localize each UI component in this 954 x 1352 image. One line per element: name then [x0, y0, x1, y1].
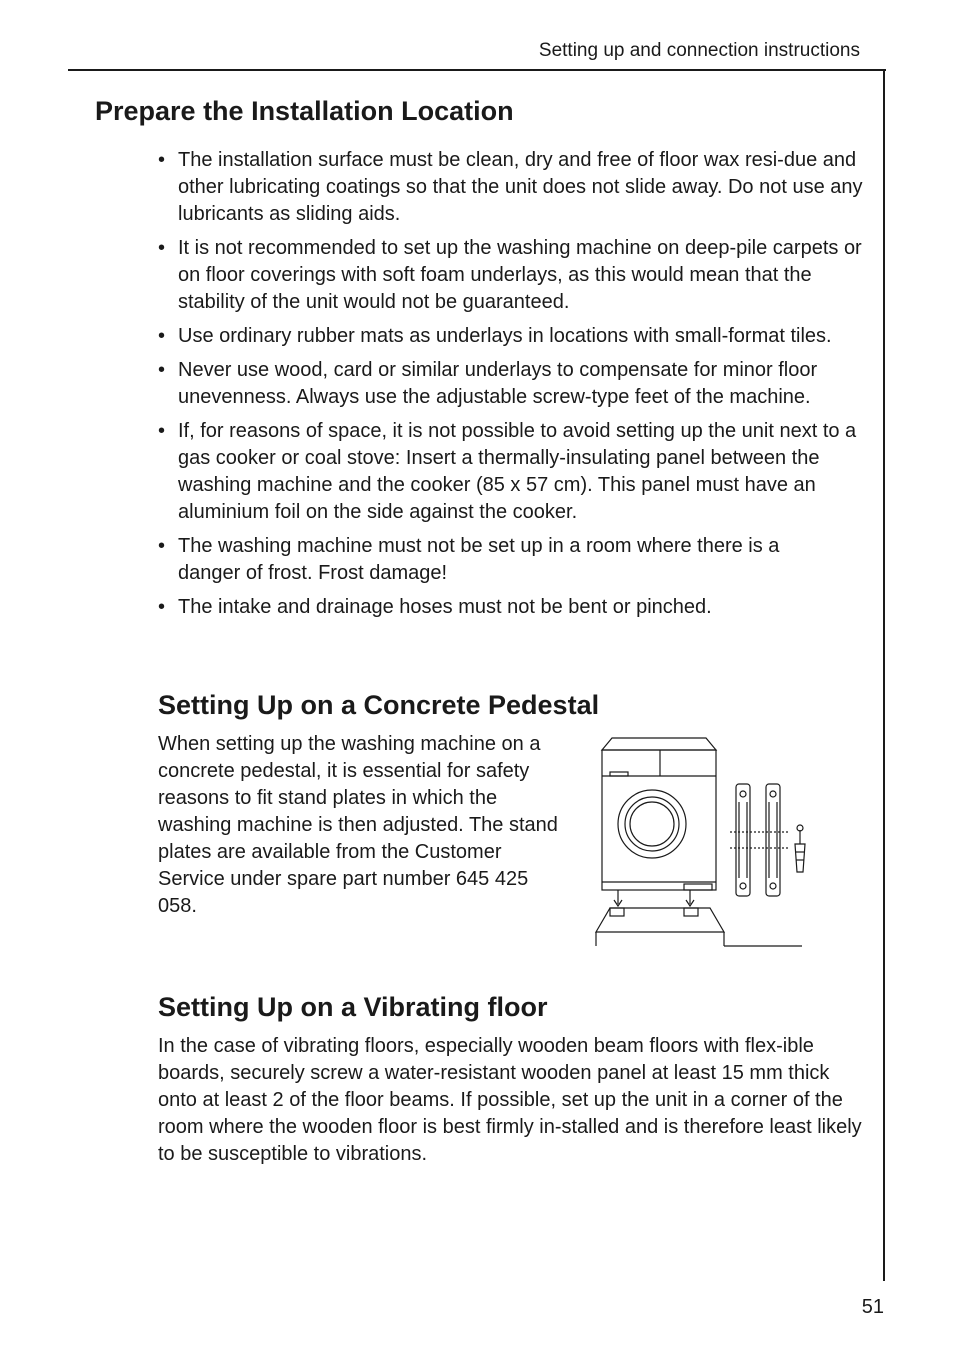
door-icon	[618, 790, 686, 858]
machine-body	[602, 750, 716, 890]
machine-top	[602, 738, 716, 750]
stand-plate	[736, 784, 750, 896]
margin-rule	[883, 69, 885, 1281]
list-item: • It is not recommended to set up the washing machine on deep-pile carpets or on floor coverings with soft foam underlays, as this would mean that the stability of the unit would not be guaranteed.	[158, 237, 862, 313]
pedestal-paragraph: When setting up the washing machine on a concrete pedestal, it is essential for safety reasons to fit stand plates in which the washing machine is then adjusted. The stand plates are available from the Customer Service under spare part number 645 425 058.	[158, 733, 558, 917]
bullet-icon: •	[158, 535, 166, 557]
bullet-icon: •	[158, 149, 166, 171]
bullet-icon: •	[158, 237, 166, 259]
list-item: • The installation surface must be clean, dry and free of floor wax resi-due and other lubricating coatings so that the unit does not slide away. Do not use any lubricants as sliding aids.	[158, 149, 863, 225]
list-item: • Never use wood, card or similar underlays to compensate for minor floor unevenness. Always use the adjustable screw-type feet of the machine.	[158, 359, 818, 408]
section-title-installation: Prepare the Installation Location	[95, 96, 514, 126]
installation-bullet-list	[158, 147, 870, 628]
section-title-pedestal: Setting Up on a Concrete Pedestal	[158, 690, 600, 720]
bullet-icon: •	[158, 420, 166, 442]
bullet-icon: •	[158, 359, 166, 381]
bullet-icon: •	[158, 325, 166, 347]
pedestal-top	[596, 908, 724, 932]
header-rule	[68, 69, 886, 71]
section-title-vibrating: Setting Up on a Vibrating floor	[158, 992, 548, 1022]
bullet-icon: •	[158, 596, 166, 618]
dowel-icon	[795, 844, 805, 872]
page-number: 51	[861, 1296, 884, 1318]
vibrating-paragraph: In the case of vibrating floors, especially wooden beam floors with flex-ible boards, securely screw a water-resistant wooden panel at least 15 mm thick onto at least 2 of the floor beams. If possible, set up the unit in a corner of the room where the wooden floor is best firmly in-stalled and is therefore least likely to be susceptible to vibrations.	[158, 1035, 862, 1165]
pedestal-illustration	[590, 732, 815, 950]
stand-plate	[766, 784, 780, 896]
list-item: • The intake and drainage hoses must not be bent or pinched.	[158, 594, 870, 621]
running-header: Setting up and connection instructions	[538, 40, 860, 61]
list-item: • If, for reasons of space, it is not possible to avoid setting up the unit next to a gas cooker or coal stove: Insert a thermally-insulating panel between the washing machine and the cooker (85 x 57 cm). This panel must have an aluminium foil on the side against the cooker.	[158, 420, 857, 523]
list-item: • The washing machine must not be set up in a room where there is a danger of frost. Frost damage!	[158, 535, 780, 584]
list-item: • Use ordinary rubber mats as underlays in locations with small-format tiles.	[158, 323, 870, 350]
